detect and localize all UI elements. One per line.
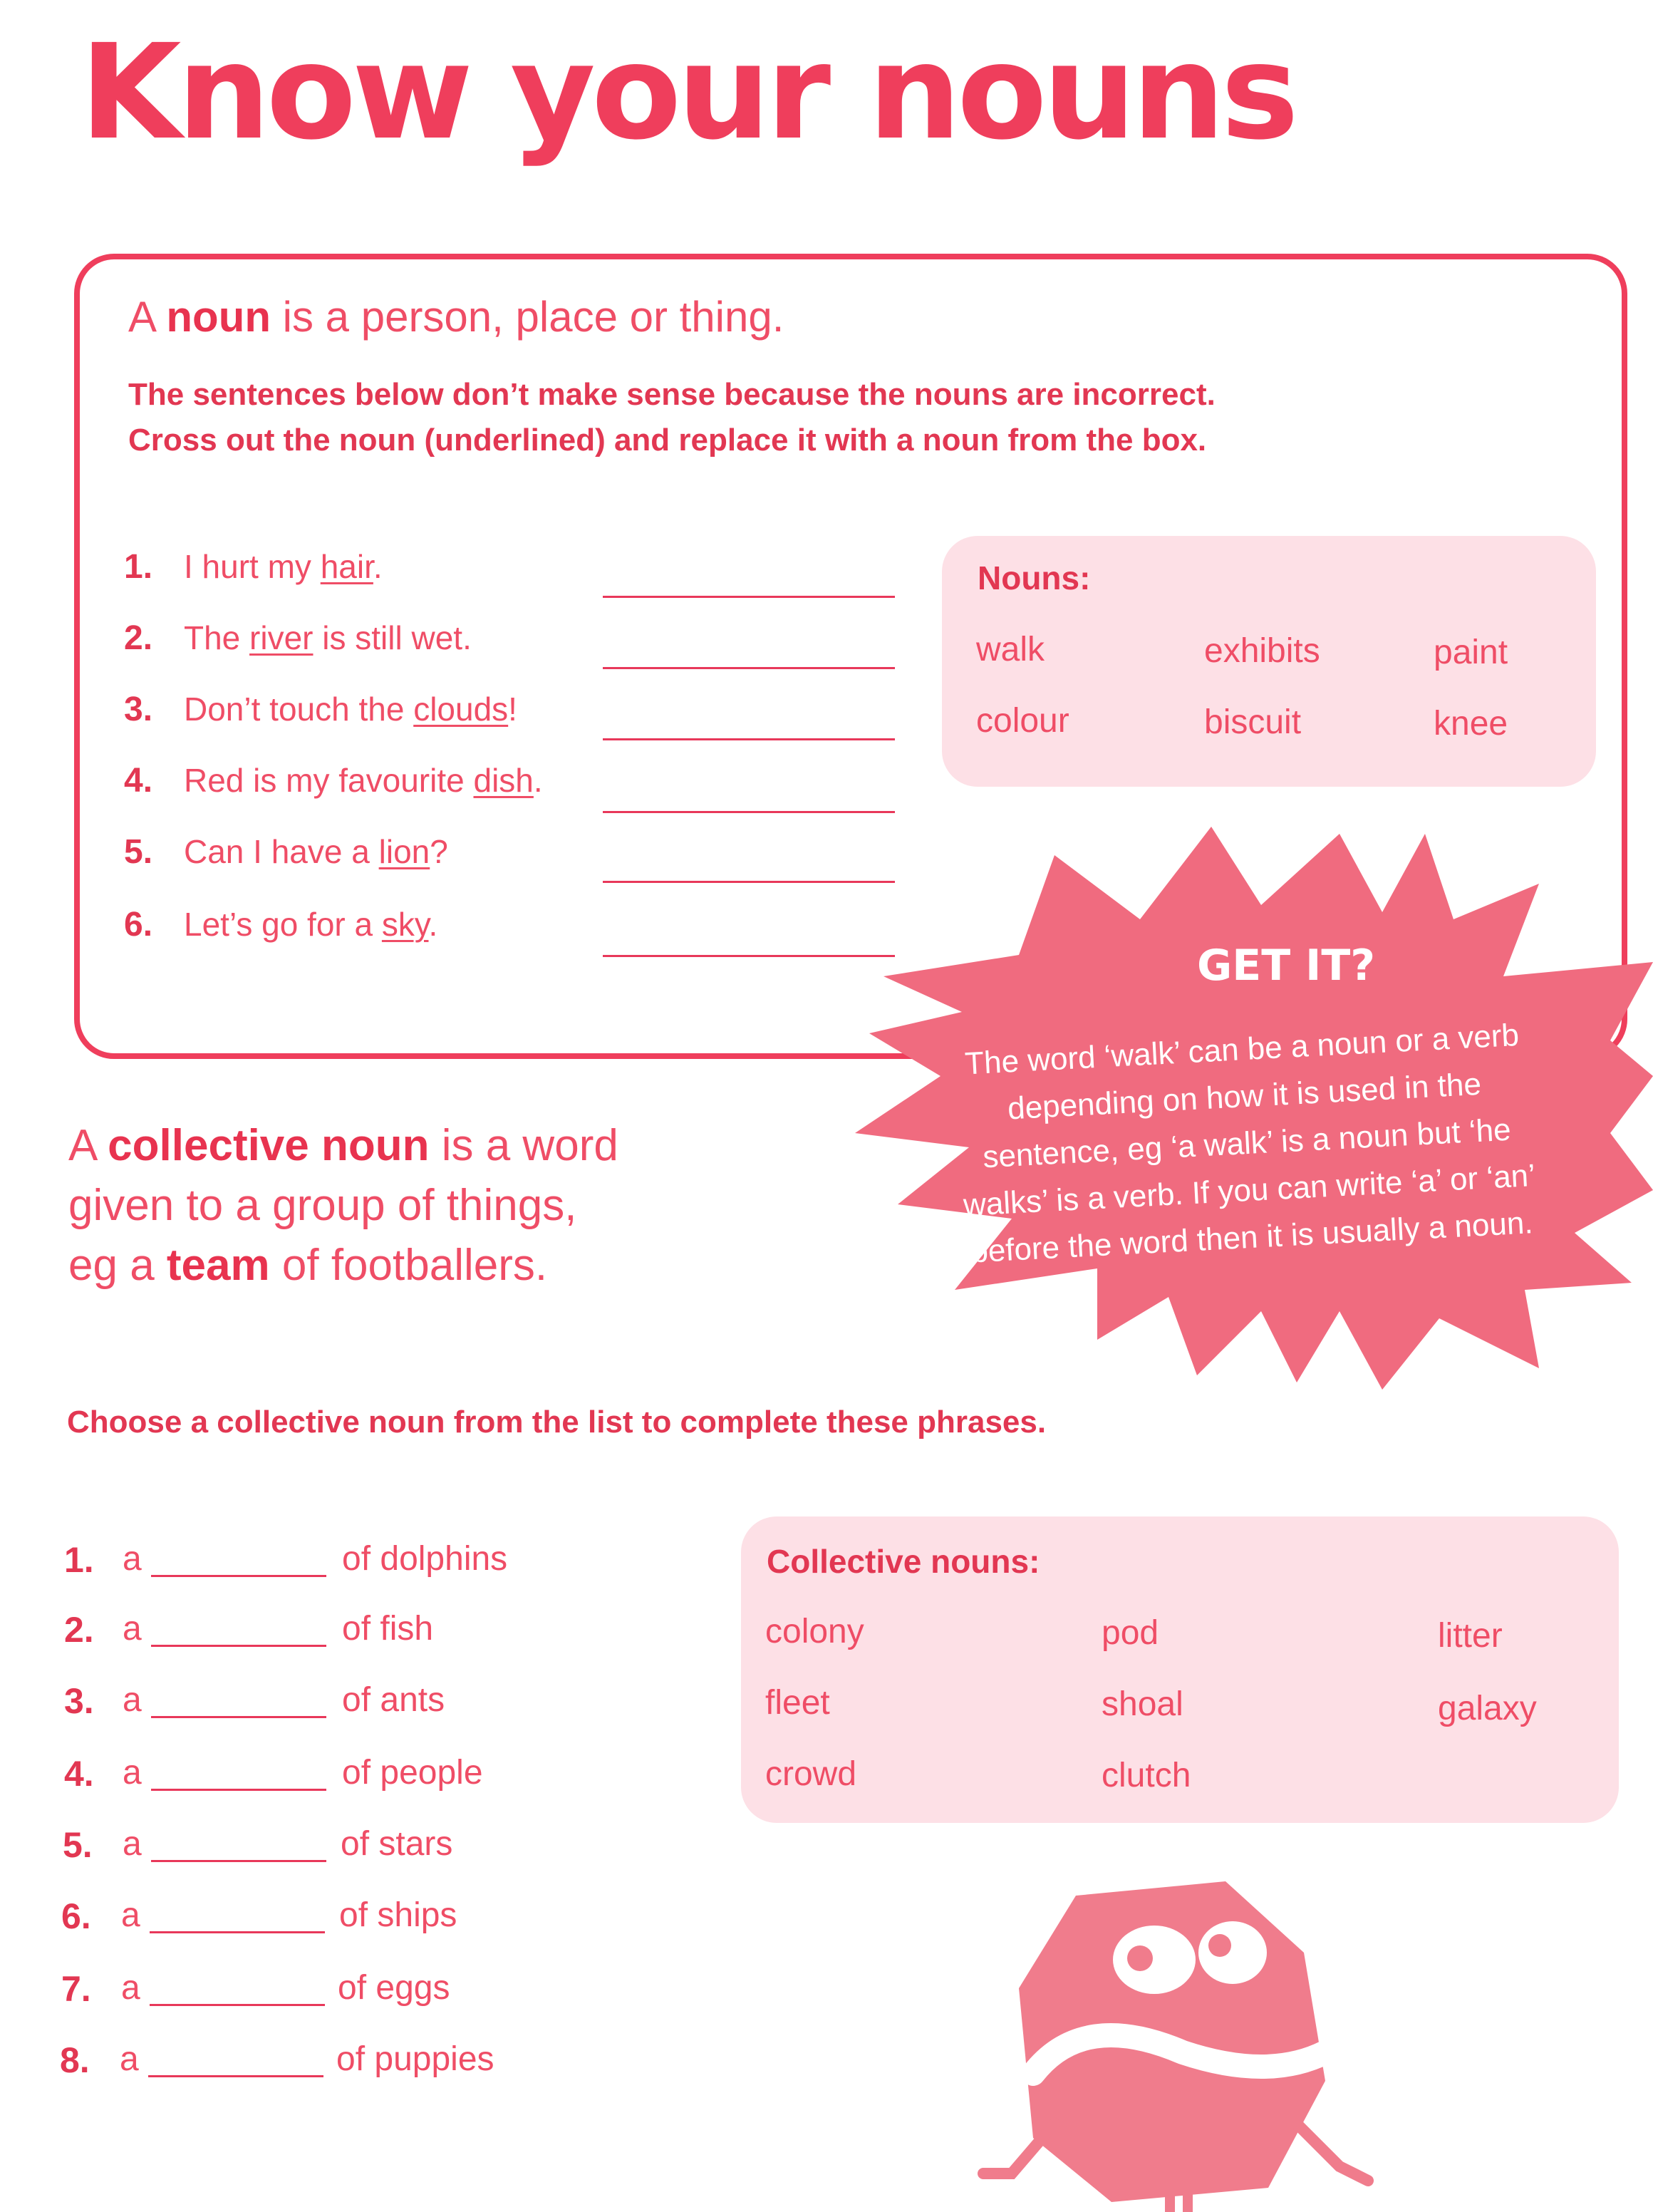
- collective-option: clutch: [1102, 1757, 1191, 1794]
- noun-option: knee: [1434, 705, 1508, 743]
- noun-option: walk: [976, 631, 1045, 668]
- collective-option: colony: [765, 1613, 864, 1650]
- phrase-blank-4[interactable]: [151, 1789, 326, 1791]
- phrase-blank-1[interactable]: [151, 1575, 326, 1577]
- answer-line-1[interactable]: [603, 596, 895, 598]
- get-it-line: walks’ is a verb. If you can write ‘a’ or ‘an’: [962, 1157, 1537, 1223]
- question-5: 5. Can I have a lion?: [124, 833, 448, 871]
- question-3: 3. Don’t touch the clouds!: [124, 691, 517, 728]
- phrase-8: 8. a of puppies: [60, 2040, 494, 2080]
- noun-option: paint: [1434, 634, 1508, 671]
- question-6: 6. Let’s go for a sky.: [124, 906, 438, 944]
- phrase-blank-7[interactable]: [150, 2004, 325, 2006]
- phrase-blank-2[interactable]: [151, 1645, 326, 1647]
- phrase-1: 1. a of dolphins: [64, 1540, 508, 1580]
- get-it-heading: GET IT?: [1197, 941, 1376, 991]
- question-4: 4. Red is my favourite dish.: [124, 762, 543, 800]
- question-2: 2. The river is still wet.: [124, 619, 472, 657]
- phrase-6: 6. a of ships: [61, 1896, 457, 1936]
- noun-definition: A noun is a person, place or thing.: [128, 293, 784, 341]
- phrase-7: 7. a of eggs: [61, 1969, 450, 2009]
- phrase-blank-5[interactable]: [151, 1860, 326, 1862]
- collective-option: shoal: [1102, 1685, 1183, 1723]
- get-it-line: before the word then it is usually a noun.: [970, 1205, 1534, 1270]
- phrase-5: 5. a of stars: [63, 1825, 453, 1865]
- phrase-blank-8[interactable]: [148, 2075, 323, 2077]
- noun-option: biscuit: [1204, 703, 1302, 741]
- phrase-blank-6[interactable]: [150, 1931, 325, 1933]
- collective-option: fleet: [765, 1684, 830, 1722]
- get-it-line: depending on how it is used in the: [1007, 1066, 1483, 1127]
- nouns-box-title: Nouns:: [978, 559, 1091, 596]
- noun-instruction-2: Cross out the noun (underlined) and replace it with a noun from the box.: [128, 423, 1207, 458]
- noun-option: exhibits: [1204, 632, 1320, 670]
- collective-option: crowd: [765, 1755, 857, 1793]
- answer-line-3[interactable]: [603, 738, 895, 740]
- answer-line-2[interactable]: [603, 667, 895, 669]
- phrase-2: 2. a of fish: [64, 1610, 434, 1650]
- collective-option: galaxy: [1438, 1690, 1537, 1727]
- noun-option: colour: [976, 702, 1069, 740]
- collective-noun-definition: A collective noun is a word given to a group of things, eg a team of footballers.: [68, 1121, 618, 1290]
- collective-option: litter: [1438, 1617, 1503, 1655]
- collective-instruction: Choose a collective noun from the list to complete these phrases.: [67, 1405, 1047, 1440]
- phrase-blank-3[interactable]: [151, 1716, 326, 1718]
- answer-line-4[interactable]: [603, 811, 895, 813]
- phrase-3: 3. a of ants: [64, 1681, 445, 1721]
- get-it-text: [835, 1005, 1653, 1282]
- page-title: Know your nouns: [80, 16, 1295, 169]
- get-it-line: The word ‘walk’ can be a noun or a verb: [964, 1017, 1520, 1082]
- collective-box-title: Collective nouns:: [767, 1543, 1040, 1580]
- get-it-callout: [841, 820, 1653, 1390]
- get-it-line: sentence, eg ‘a walk’ is a noun but ‘he: [982, 1112, 1512, 1175]
- question-1: 1. I hurt my hair.: [124, 548, 383, 586]
- phrase-4: 4. a of people: [64, 1754, 483, 1794]
- collective-option: pod: [1102, 1614, 1159, 1652]
- monster-illustration: [969, 1867, 1382, 2212]
- noun-instruction-1: The sentences below don’t make sense because the nouns are incorrect.: [128, 377, 1216, 412]
